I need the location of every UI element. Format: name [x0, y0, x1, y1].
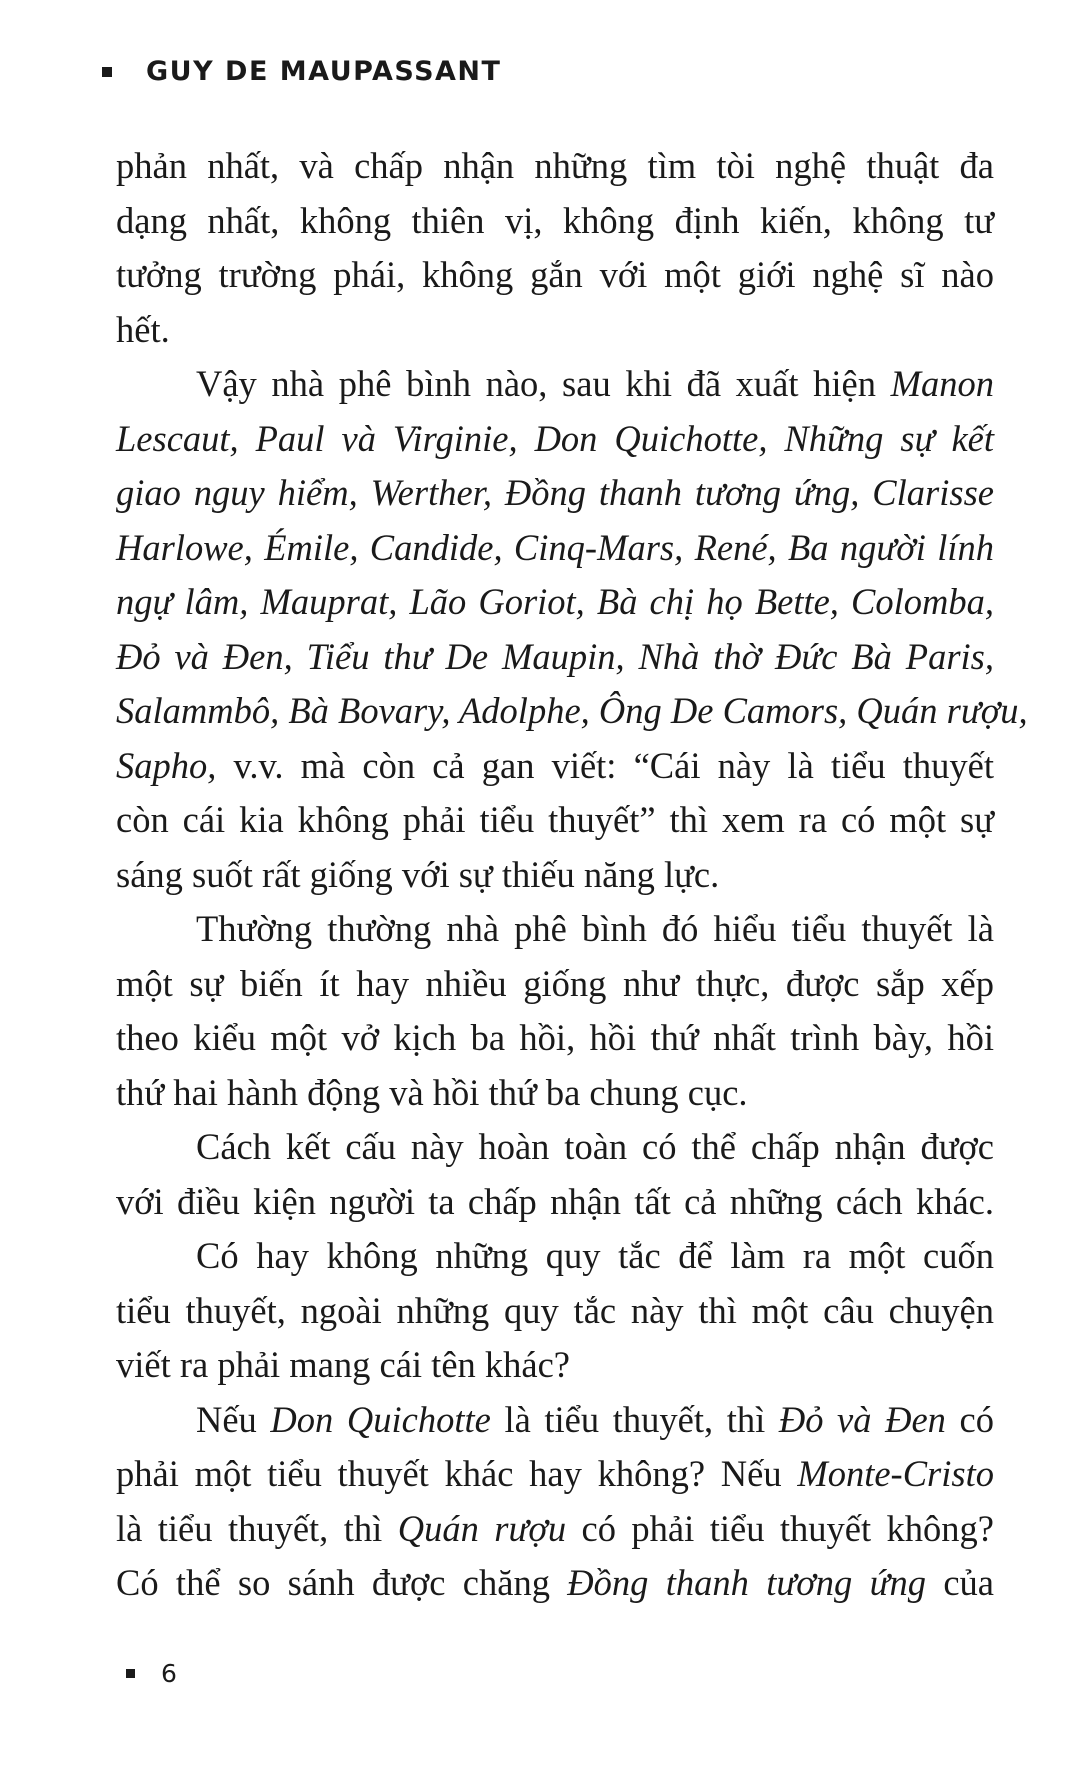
- text-line: Sapho, v.v. mà còn cả gan viết: “Cái này là tiểu thuyết: [116, 745, 994, 786]
- italic-title: Đỏ và Đen, Tiểu thư De Maupin, Nhà thờ Đức Bà Paris,: [116, 636, 994, 677]
- italic-title: Sapho,: [116, 745, 217, 786]
- text-line: Có thể so sánh được chăng Đồng thanh tương ứng của: [116, 1562, 995, 1603]
- text-line: với điều kiện người ta chấp nhận tất cả những cách khác.: [116, 1181, 994, 1222]
- text-line: sáng suốt rất giống với sự thiếu năng lực.: [116, 854, 720, 895]
- text-line: viết ra phải mang cái tên khác?: [116, 1344, 571, 1385]
- text-line: Cách kết cấu này hoàn toàn có thể chấp nhận được: [196, 1126, 994, 1167]
- text-line: [116, 636, 994, 677]
- italic-title: Monte-Cristo: [797, 1453, 994, 1494]
- page-number: 6: [161, 1659, 177, 1688]
- text-line: một sự biến ít hay nhiều giống như thực, được sắp xếp: [116, 963, 994, 1004]
- italic-title: giao nguy hiểm, Werther, Đồng thanh tương ứng, Clarisse: [116, 472, 994, 513]
- italic-title: Đồng thanh tương ứng: [567, 1562, 927, 1603]
- text-line: Vậy nhà phê bình nào, sau khi đã xuất hiện Manon: [196, 363, 994, 404]
- italic-title: Manon: [890, 363, 994, 404]
- text-line: là tiểu thuyết, thì Quán rượu có phải tiểu thuyết không?: [116, 1508, 994, 1549]
- text-line: Nếu Don Quichotte là tiểu thuyết, thì Đỏ và Đen có: [196, 1399, 994, 1440]
- text-line: theo kiểu một vở kịch ba hồi, hồi thứ nhất trình bày, hồi: [116, 1017, 994, 1058]
- text-line: Thường thường nhà phê bình đó hiểu tiểu thuyết là: [196, 908, 994, 949]
- text-line: thứ hai hành động và hồi thứ ba chung cục.: [116, 1072, 748, 1113]
- text-line: [116, 418, 994, 459]
- text-line: hết.: [116, 309, 170, 350]
- italic-title: Don Quichotte: [270, 1399, 491, 1440]
- text-line: Có hay không những quy tắc để làm ra một cuốn: [196, 1235, 994, 1276]
- text-line: [116, 527, 994, 568]
- text-line: phải một tiểu thuyết khác hay không? Nếu Monte-Cristo: [116, 1453, 994, 1494]
- page-footer: [126, 1661, 177, 1686]
- italic-title: Quán rượu: [397, 1508, 567, 1549]
- text-line: [116, 472, 994, 513]
- text-line: tiểu thuyết, ngoài những quy tắc này thì một câu chuyện: [116, 1290, 994, 1331]
- running-title: GUY DE MAUPASSANT: [146, 56, 502, 87]
- text-line: phản nhất, và chấp nhận những tìm tòi nghệ thuật đa: [116, 145, 994, 186]
- text-line: [116, 690, 1028, 731]
- running-header: [102, 58, 501, 85]
- italic-title: ngự lâm, Mauprat, Lão Goriot, Bà chị họ Bette, Colomba,: [116, 581, 994, 622]
- italic-title: Đỏ và Đen: [778, 1399, 946, 1440]
- italic-title: Lescaut, Paul và Virginie, Don Quichotte, Những sự kết: [116, 418, 994, 459]
- text-line: tưởng trường phái, không gắn với một giới nghệ sĩ nào: [116, 254, 994, 295]
- text-line: còn cái kia không phải tiểu thuyết” thì xem ra có một sự: [116, 799, 994, 840]
- italic-title: Salammbô, Bà Bovary, Adolphe, Ông De Camors, Quán rượu,: [116, 690, 1028, 731]
- header-bullet-icon: [102, 67, 112, 77]
- italic-title: Harlowe, Émile, Candide, Cinq-Mars, René, Ba người lính: [116, 527, 994, 568]
- text-line: [116, 581, 994, 622]
- footer-bullet-icon: [126, 1669, 135, 1678]
- text-line: dạng nhất, không thiên vị, không định kiến, không tư: [116, 200, 994, 241]
